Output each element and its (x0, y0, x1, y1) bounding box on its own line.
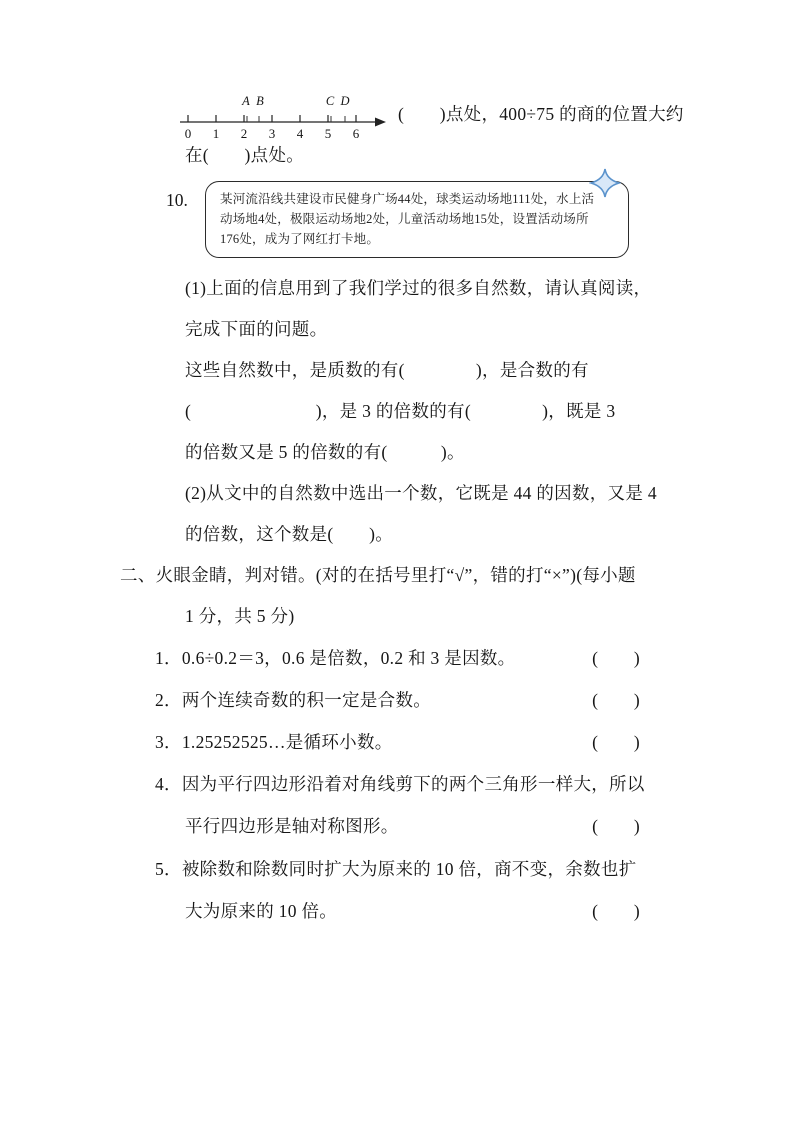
q10-part2-line1: (2)从文中的自然数中选出一个数，它既是 44 的因数，又是 4 (185, 483, 657, 503)
sparkle-icon (589, 167, 621, 204)
item-text: 大为原来的 10 倍。 (185, 901, 338, 921)
question9-text-line1: ( )点处，400÷75 的商的位置大约 (398, 104, 684, 124)
point-label-a: A (242, 94, 250, 108)
info-box-line: 某河流沿线共建设市民健身广场44处，球类运动场地111处，水上活 (220, 192, 595, 206)
item-number: 5． (155, 859, 182, 879)
item-number: 1． (155, 648, 182, 668)
arrow-icon (375, 118, 386, 127)
question10-number: 10. (166, 190, 188, 210)
point-label-b: B (256, 94, 264, 108)
item-number: 2． (155, 690, 182, 710)
item-number: 3． (155, 732, 182, 752)
point-label-c: C (325, 94, 335, 108)
judgement-item-5-line2 (185, 901, 640, 923)
item-text: 1．0.6÷0.2＝3，0.6 是倍数，0.2 和 3 是因数。 (155, 648, 516, 668)
section2-heading-line1: 二、火眼金睛，判对错。(对的在括号里打“√”，错的打“×”)(每小题 (120, 565, 636, 585)
point-label-d: D (340, 94, 350, 108)
judgement-item-3 (155, 732, 640, 754)
tick-label: 3 (268, 126, 276, 141)
judgement-item-4-line1 (155, 774, 645, 796)
q10-part1-line2: 完成下面的问题。 (185, 319, 328, 339)
judgement-item-1 (155, 648, 640, 670)
item-text: 2．两个连续奇数的积一定是合数。 (155, 690, 432, 710)
number-line-graphic (178, 92, 390, 144)
tick-label: 6 (352, 126, 360, 141)
tick-label: 5 (324, 126, 332, 141)
answer-bracket: ( ) (592, 901, 640, 921)
q10-part1-line4: ( )，是 3 的倍数的有( )，既是 3 (185, 401, 616, 421)
answer-bracket: ( ) (592, 732, 640, 752)
q10-part1-line1: (1)上面的信息用到了我们学过的很多自然数，请认真阅读， (185, 278, 652, 298)
item-text: 平行四边形是轴对称图形。 (185, 816, 399, 836)
tick-label: 0 (184, 126, 192, 141)
tick-label: 1 (212, 126, 220, 141)
tick-label: 4 (296, 126, 304, 141)
item-text: 被除数和除数同时扩大为原来的 10 倍，商不变，余数也扩 (181, 859, 637, 879)
answer-bracket: ( ) (592, 648, 640, 668)
answer-bracket: ( ) (592, 816, 640, 836)
judgement-item-5-line1 (155, 859, 637, 881)
question9-text-line2: 在( )点处。 (185, 145, 305, 165)
judgement-item-4-line2 (185, 816, 640, 838)
section2-heading-line2: 1 分，共 5 分) (185, 606, 295, 626)
judgement-item-2 (155, 690, 640, 712)
item-number: 4． (155, 774, 182, 794)
number-line (178, 92, 390, 149)
info-box-line: 176处，成为了网红打卡地。 (220, 232, 380, 246)
q10-part1-line5: 的倍数又是 5 的倍数的有( )。 (185, 442, 465, 462)
info-box (205, 181, 629, 258)
q10-part2-line2: 的倍数，这个数是( )。 (185, 524, 394, 544)
q10-part1-line3: 这些自然数中，是质数的有( )，是合数的有 (185, 360, 589, 380)
answer-bracket: ( ) (592, 690, 640, 710)
item-text: 因为平行四边形沿着对角线剪下的两个三角形一样大，所以 (181, 774, 645, 794)
info-box-line: 动场地4处，极限运动场地2处，儿童活动场地15处，设置活动场所 (220, 212, 589, 226)
item-text: 3．1.25252525…是循环小数。 (155, 732, 393, 752)
tick-label: 2 (240, 126, 248, 141)
